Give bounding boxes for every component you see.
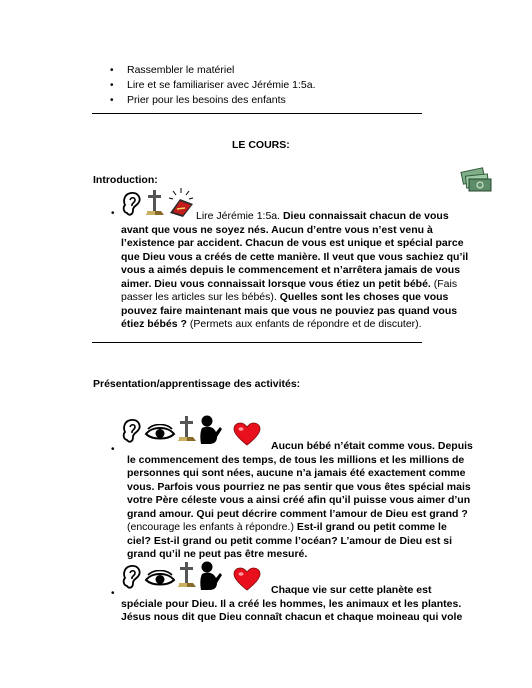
scripture-reference: Lire Jérémie 1:5a. — [196, 210, 281, 222]
bullet-marker: • — [111, 444, 115, 455]
activity-paragraph-2 — [121, 584, 473, 625]
lesson-title: LE COURS: — [232, 139, 290, 151]
money-icon — [460, 166, 494, 194]
divider — [92, 113, 422, 114]
bullet-marker: • — [111, 588, 115, 599]
prep-item: • Rassembler le matériel — [110, 63, 316, 78]
bullet-marker: • — [111, 208, 115, 219]
activity-paragraph-1 — [127, 440, 473, 562]
activity-instruction: (encourage les enfants à répondre.) — [127, 521, 294, 533]
prep-item: • Prier pour les besoins des enfants — [110, 93, 316, 108]
introduction-heading: Introduction: — [93, 174, 158, 186]
preparation-list — [110, 63, 316, 108]
divider — [92, 342, 422, 343]
activity-text-bold: Est-il grand ou petit comme le ciel? Est-il grand ou petit comme l’océan? L’amour de Dieu est si grand qu’il ne peut pas être mesuré. — [127, 521, 452, 560]
intro-text-bold: Dieu connaissait chacun de vous avant que vous ne soyez nés. Aucun d’entre vous n’est venu à l’existence par accident. Chacun de vous est unique et spécial parce que Dieu vous a créés de cette manière. Il veut que vous sachiez qu’il vous a aimés depuis le commencement et n’arrêtera jamais de vous aimer. Dieu vous connaissait lorsque vous étiez un petit bébé. — [121, 210, 469, 290]
intro-instruction: (Permets aux enfants de répondre et de discuter). — [189, 318, 422, 330]
activity-text-bold: Chaque vie sur cette planète est spéciale pour Dieu. Il a créé les hommes, les animaux et les plantes. Jésus nous dit que Dieu connaît chacun et chaque moineau qui vole — [121, 584, 463, 623]
intro-question: Quelles sont les choses que vous pouvez faire maintenant mais que vous ne pouviez pas quand vous étiez bébés ? — [121, 291, 458, 330]
activities-heading: Présentation/apprentissage des activités: — [93, 378, 301, 390]
prep-item: • Lire et se familiariser avec Jérémie 1:5a. — [110, 78, 316, 93]
intro-instruction: (Fais passer les articles sur les bébés). — [121, 277, 458, 303]
introduction-paragraph — [121, 210, 473, 332]
activity-text-bold: Aucun bébé n’était comme vous. Depuis le commencement des temps, de tous les millions et les millions de personnes qui sont nées, aucune n’a jamais été exactement comme vous. Parfois vous pourriez ne pas sentir que vous êtes spécial mais votre Père céleste vous a ainsi créé afin qu’il puisse vous aimer d’un grand amour. Qui peut décrire comment l’amour de Dieu est grand ? — [127, 440, 473, 520]
